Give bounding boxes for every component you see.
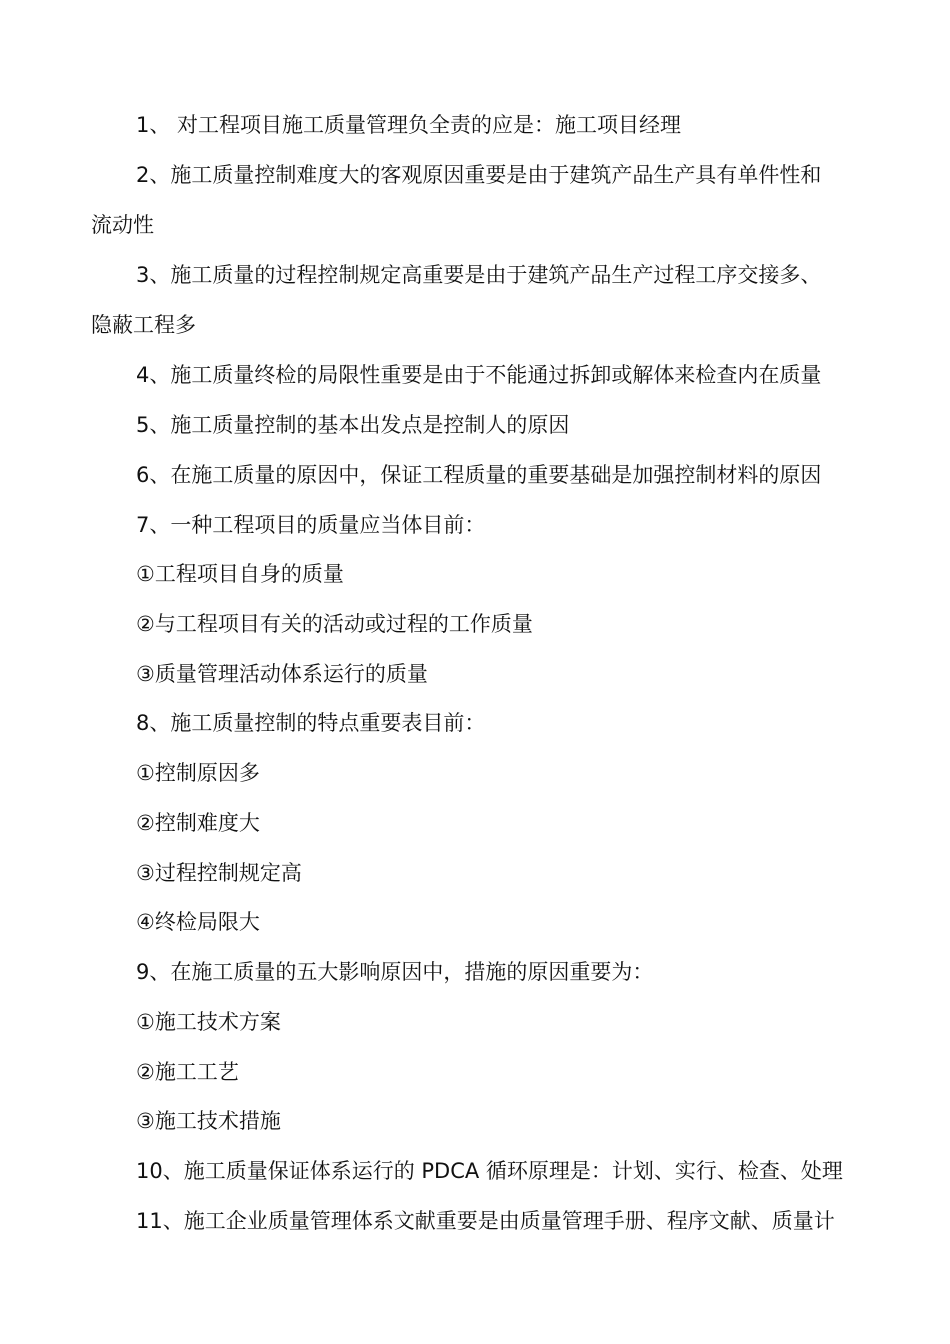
- list-item-9-1: ①施工技术方案: [136, 1010, 281, 1034]
- paragraph-10: 10、施工质量保证体系运行的 PDCA 循环原理是：计划、实行、检查、处理: [136, 1159, 843, 1183]
- list-item-7-2: ②与工程项目有关的活动或过程的工作质量: [136, 612, 533, 636]
- paragraph-2-line-1: 2、施工质量控制难度大的客观原因重要是由于建筑产品生产具有单件性和: [136, 163, 822, 187]
- paragraph-3: [91, 250, 863, 350]
- list-item-8-2: ②控制难度大: [136, 811, 260, 835]
- paragraph-3-line-1: 3、施工质量的过程控制规定高重要是由于建筑产品生产过程工序交接多、: [136, 263, 822, 287]
- paragraph-1: 1、 对工程项目施工质量管理负全责的应是：施工项目经理: [136, 113, 682, 137]
- paragraph-6: 6、在施工质量的原因中，保证工程质量的重要基础是加强控制材料的原因: [136, 463, 822, 487]
- paragraph-11: 11、施工企业质量管理体系文献重要是由质量管理手册、程序文献、质量计: [136, 1209, 835, 1233]
- paragraph-2: [91, 150, 863, 250]
- paragraph-9: 9、在施工质量的五大影响原因中，措施的原因重要为：: [136, 960, 654, 984]
- paragraph-8: 8、施工质量控制的特点重要表目前：: [136, 711, 486, 735]
- list-item-8-4: ④终检局限大: [136, 910, 260, 934]
- list-item-9-2: ②施工工艺: [136, 1060, 239, 1084]
- list-item-7-3: ③质量管理活动体系运行的质量: [136, 662, 428, 686]
- list-item-7-1: ①工程项目自身的质量: [136, 562, 344, 586]
- paragraph-4: 4、施工质量终检的局限性重要是由于不能通过拆卸或解体来检查内在质量: [136, 363, 822, 387]
- paragraph-2-line-2: 流动性: [91, 213, 154, 237]
- paragraph-7: 7、一种工程项目的质量应当体目前：: [136, 513, 486, 537]
- paragraph-3-line-2: 隐蔽工程多: [91, 313, 196, 337]
- list-item-8-1: ①控制原因多: [136, 761, 260, 785]
- list-item-8-3: ③过程控制规定高: [136, 861, 302, 885]
- paragraph-5: 5、施工质量控制的基本出发点是控制人的原因: [136, 413, 570, 437]
- list-item-9-3: ③施工技术措施: [136, 1109, 281, 1133]
